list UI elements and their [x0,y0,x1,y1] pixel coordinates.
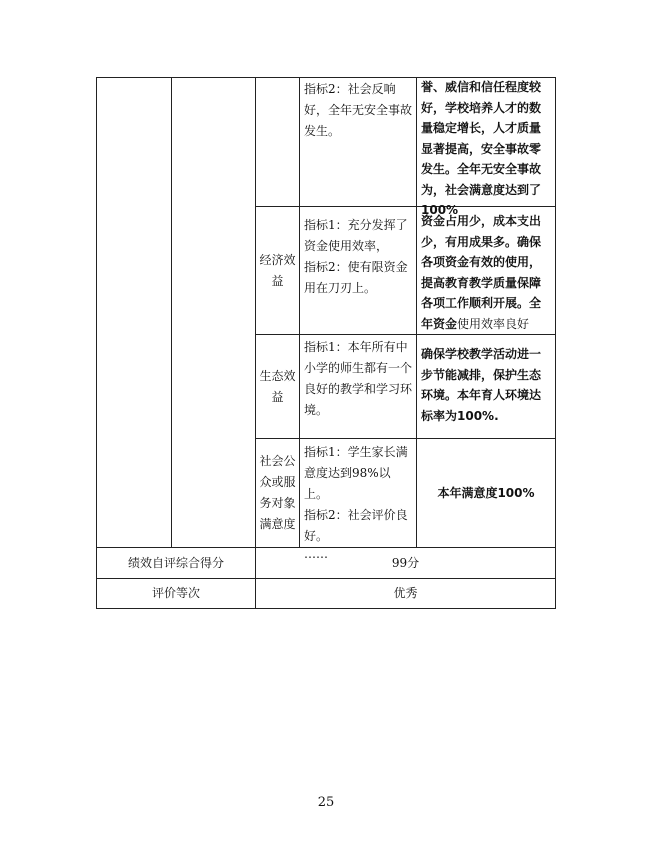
grade-value-text: 优秀 [393,586,418,600]
table-right-border [555,77,556,609]
indicator-text: 指标2：社会评价良好。 [304,508,408,543]
satisfaction-result [417,439,555,547]
grade-value [256,579,555,608]
category-label: 经济效益 [259,252,296,288]
score-label [97,548,255,578]
ecological-benefit-indicator [300,335,416,438]
social-benefit-indicator [300,77,416,206]
indicator-text: 指标1：本年所有中小学的师生都有一个良好的教学和学习环境。 [304,340,413,417]
category-label: 社会公众或服务对象满意度 [259,454,296,531]
result-text: 本年满意度100% [437,485,535,500]
evaluation-table [96,77,556,608]
satisfaction-indicators [300,439,416,561]
score-value [256,548,555,578]
table-bottom-border [96,608,556,609]
social-benefit-result [417,77,555,217]
economic-benefit-result [417,207,555,334]
column-divider [171,77,172,547]
result-text: 确保学校教学活动进一步节能减排，保护生态环境。本年育人环境达标率为100%. [421,347,542,423]
indicator-text: 指标2：社会反响好，全年无安全事故发生。 [304,82,413,138]
economic-benefit-label [256,207,299,334]
score-value-text: 99分 [391,555,420,570]
ellipsis-text: …… [304,547,328,561]
grade-label-text: 评价等次 [151,586,200,600]
satisfaction-label [256,439,299,547]
table-left-border [96,77,97,609]
economic-benefit-indicators [300,207,416,334]
page-number: 25 [317,795,335,810]
indicator-text: 指标1：学生家长满意度达到98%以上。 [304,445,408,501]
indicator-text: 指标1：充分发挥了资金使用效率， [304,218,408,253]
result-text: 资金占用少，成本支出少，有用成果多。确保各项资金有效的使用，提高教育教学质量保障各项工作顺利开展。全年资金 [421,214,542,331]
result-text: 誉、威信和信任程度较好，学校培养人才的数量稳定增长，人才质量显著提高，安全事故零发生。全年无安全事故为，社会满意度达到了100% [421,80,542,217]
indicator-text: 指标2：使有限资金用在刀刃上。 [304,260,408,295]
category-label: 生态效益 [259,368,296,404]
grade-label [97,579,255,608]
result-text-normal: 使用效率良好 [457,316,530,331]
score-label-text: 绩效自评综合得分 [127,555,224,570]
ecological-benefit-result [417,335,555,438]
ecological-benefit-label [256,335,299,438]
